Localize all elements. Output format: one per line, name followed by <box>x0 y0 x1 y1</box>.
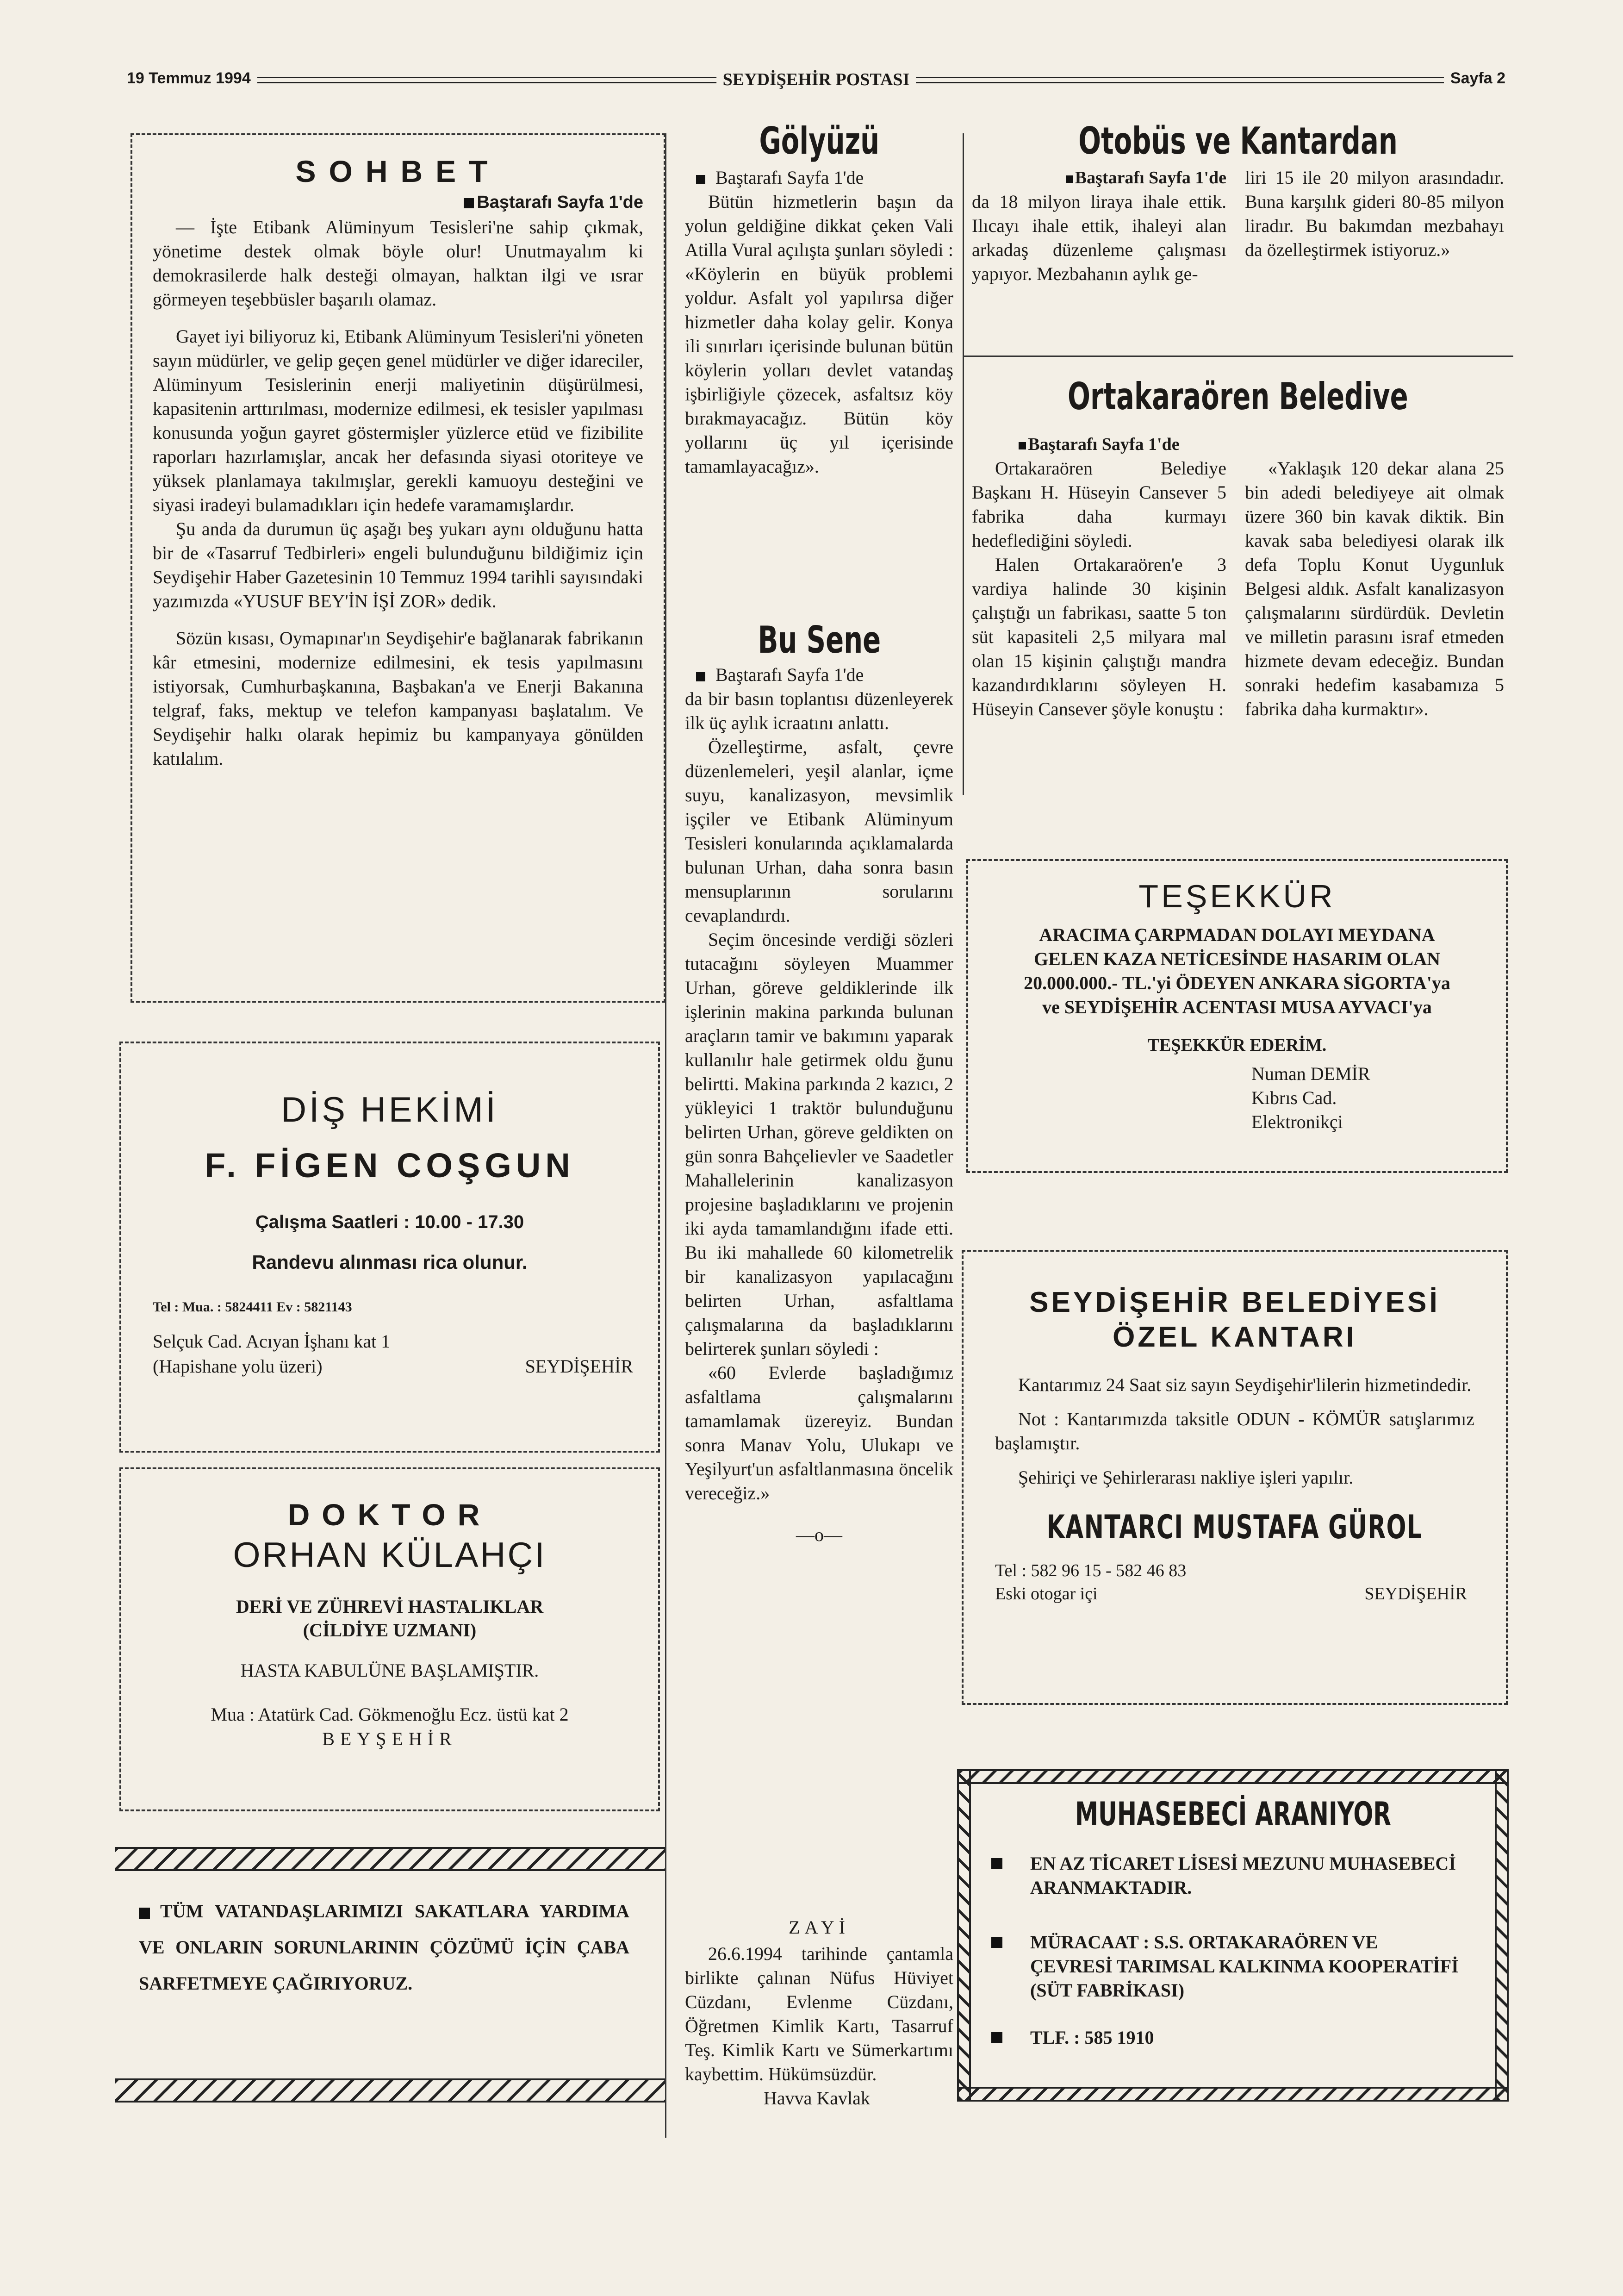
zayi-title: ZAYİ <box>789 1917 850 1938</box>
ortakaraoren-paragraph: Halen Ortakaraören'e 3 vardiya halinde 30 kişinin çalıştığı un fabrikası, saatte 5 ton süt kapasiteli 2,5 milyara mal olan 15 kişinin çalıştığı mandra kazandırdıklarını söyleyen H. Hüseyin Cansever şöyle konuştu : <box>972 554 1226 719</box>
header-date: 19 Temmuz 1994 <box>120 69 257 87</box>
dis-hekimi-city: SEYDİŞEHİR <box>525 1356 633 1377</box>
tesekkur-title: TEŞEKKÜR <box>1138 878 1336 914</box>
zayi-notice <box>685 1916 953 2110</box>
ortakaraoren-quote: «Yaklaşık 120 dekar alana 25 bin adedi belediyeye ait olmak üzere 360 bin kavak diktik. Bin kavak saba belediyesi olarak ilk defa Toplu Konut Uygunluk Belgesi aldık. Asfalt kanalizasyon çalışmalarını sürdürdük. Devletin ve milletin parasını israf etmeden hizmete devam edeceğiz. Bundan sonraki hedefim kasabamıza 5 fabrika daha kurmaktır». <box>1245 458 1504 719</box>
bullet-icon <box>991 1858 1002 1869</box>
header-paper-name: SEYDİŞEHİR POSTASI <box>716 69 916 90</box>
bullet-icon <box>696 175 705 184</box>
otobus-article <box>972 119 1504 286</box>
tesekkur-name: Numan DEMİR <box>1251 1063 1370 1084</box>
otobus-text: da 18 milyon liraya ihale ettik. Ilıcayı ihale ettik, ihaleyi alan arkadaş düzenleme çalışması yapıyor. Mezbahanın aylık ge- <box>972 191 1226 284</box>
doktor-specialty-2: (CİLDİYE UZMANI) <box>303 1620 477 1641</box>
muhasebeci-item: TLF. : 585 1910 <box>991 2026 1461 2050</box>
bullet-icon <box>696 672 705 681</box>
kantar-title: SEYDİŞEHİR BELEDİYESİ <box>1029 1286 1440 1318</box>
golyuzu-title: Gölyüzü <box>759 119 879 162</box>
otobus-continued: Baştarafı Sayfa 1'de <box>972 166 1226 190</box>
bullet-icon <box>464 198 474 208</box>
muhasebeci-ad <box>957 1769 1509 2102</box>
zayi-signature: Havva Kavlak <box>764 2088 870 2109</box>
doktor-notice: HASTA KABULÜNE BAŞLAMIŞTIR. <box>240 1660 539 1681</box>
tesekkur-thanks: TEŞEKKÜR EDERİM. <box>1147 1036 1327 1055</box>
doktor-address: Mua : Atatürk Cad. Gökmenoğlu Ecz. üstü kat 2 <box>211 1704 569 1725</box>
tesekkur-address: Kıbrıs Cad. <box>1251 1087 1337 1108</box>
dis-hekimi-hours: Çalışma Saatleri : 10.00 - 17.30 <box>255 1212 524 1232</box>
kantar-ad <box>962 1250 1508 1705</box>
otobus-text-2: liri 15 ile 20 milyon arasındadır. Buna karşılık gideri 80-85 milyon liradır. Bu bakımdan mezbahayı da özelleştirmek istiyoruz.» <box>1245 167 1504 260</box>
tesekkur-line: GELEN KAZA NETİCESİNDE HASARIM OLAN <box>1034 948 1440 969</box>
column-rule <box>665 133 666 2138</box>
column-rule <box>963 133 964 795</box>
bu-sene-article <box>685 618 953 1546</box>
bu-sene-paragraph: Seçim öncesinde verdiği sözleri tutacağını söyleyen Muammer Urhan, göreve geldiklerinde ilk işlerinin makina parkında bulunan araçların tamir ve bakımını yaparak kullanılır hale getirmek oldu ğunu belirtti. Makina parkında 2 kazıcı, 2 yükleyici 1 traktör bulunduğunu belirten Urhan, göreve geldikten on gün sonra Bahçelievler ve Saadetler Mahallelerinin kanalizasyon projesine başladıklarını ve projenin iki ayda tamamlandığını ifade etti. Bu iki mahallede 60 kilometrelik bir kanalizasyon yapılacağını belirten Urhan, asfaltlama çalışmalarına da başladıklarını belirterek şunları söyledi : <box>685 929 953 1359</box>
bu-sene-paragraph: «60 Evlerde başladığımız asfaltlama çalışmalarını tamamlamak üzereyiz. Bundan sonra Manav Yolu, Ulukapı ve Yeşilyurt'un asfaltlanmasına öncelik vereceğiz.» <box>685 1362 953 1504</box>
dis-hekimi-ad <box>119 1042 660 1453</box>
doktor-title: DOKTOR <box>287 1497 492 1532</box>
dis-hekimi-phone: Tel : Mua. : 5824411 Ev : 5821143 <box>153 1299 352 1315</box>
tesekkur-line: 20.000.000.- TL.'yi ÖDEYEN ANKARA SİGORTA'ya <box>1024 973 1450 993</box>
doktor-city: BEYŞEHİR <box>322 1728 457 1749</box>
dis-hekimi-name: F. FİGEN COŞGUN <box>205 1146 575 1185</box>
dis-hekimi-appointment: Randevu alınması rica olunur. <box>252 1251 528 1273</box>
golyuzu-continued: Baştarafı Sayfa 1'de <box>685 166 953 190</box>
bullet-icon <box>139 1908 150 1919</box>
dis-hekimi-address: Selçuk Cad. Acıyan İşhanı kat 1 (Hapishane yolu üzeri) SEYDİŞEHİR <box>153 1329 658 1379</box>
doktor-specialty: DERİ VE ZÜHREVİ HASTALIKLAR <box>236 1596 544 1617</box>
zigzag-divider <box>115 1847 665 1871</box>
bu-sene-title: Bu Sene <box>758 618 881 661</box>
appeal-notice: TÜM VATANDAŞLARIMIZI SAKATLARA YARDIMA VE ONLARIN SORUNLARININ ÇÖZÜMÜ İÇİN ÇABA SARFETMEYE ÇAĞIRIYORUZ. <box>139 1901 629 1994</box>
kantar-note: Not : Kantarımızda taksitle ODUN - KÖMÜR satışlarımız başlamıştır. <box>995 1409 1474 1454</box>
section-rule <box>963 356 1513 357</box>
kantar-city: SEYDİŞEHİR <box>1364 1584 1467 1603</box>
bullet-icon <box>991 2032 1002 2043</box>
tesekkur-notice <box>966 859 1508 1173</box>
golyuzu-article <box>685 119 953 479</box>
doktor-ad <box>119 1467 660 1811</box>
otobus-title: Otobüs ve Kantardan <box>1078 119 1398 162</box>
bullet-icon <box>1019 442 1026 449</box>
bu-sene-continued: Baştarafı Sayfa 1'de <box>685 663 953 687</box>
tesekkur-job: Elektronikçi <box>1251 1111 1343 1132</box>
muhasebeci-item: MÜRACAAT : S.S. ORTAKARAÖREN VE ÇEVRESİ TARIMSAL KALKINMA KOOPERATİFİ (SÜT FABRİKASI) <box>991 1930 1461 2003</box>
bu-sene-paragraph: Özelleştirme, asfalt, çevre düzenlemeleri, yeşil alanlar, içme suyu, kanalizasyon, mevsimlik işçiler ve Etibank Alüminyum Tesisleri konularında açıklamalarda bulunan Urhan, daha sonra basın mensuplarının sorularını cevaplandırdı. <box>685 736 953 926</box>
ortakaraoren-article <box>972 375 1504 721</box>
kantar-phone: Tel : 582 96 15 - 582 46 83 <box>995 1561 1187 1580</box>
sohbet-paragraph: Sözün kısası, Oymapınar'ın Seydişehir'e bağlanarak fabrikanın kâr etmesini, modernize edilmesini, ek tesis yapılmasını istiyorsak, Cumhurbaşkanına, Başbakan'a ve Enerji Bakanına telgraf, faks, mektup ve telefon kampanyası başlatalım. Ve Seydişehir halkı olarak hepimiz bu kampanyaya gönülden katılalım. <box>153 628 643 769</box>
header-page-number: Sayfa 2 <box>1444 69 1512 87</box>
dis-hekimi-title: DİŞ HEKİMİ <box>281 1090 498 1129</box>
ortakaraoren-paragraph: Ortakaraören Belediye Başkanı H. Hüseyin Cansever 5 fabrika daha kurmayı hedeflediğini söyledi. <box>972 458 1226 551</box>
doktor-name: ORHAN KÜLAHÇI <box>233 1535 547 1575</box>
zigzag-divider <box>115 2078 665 2103</box>
muhasebeci-title: MUHASEBECİ ARANIYOR <box>1075 1795 1391 1833</box>
muhasebeci-border <box>959 1771 971 2100</box>
sohbet-paragraph: — İşte Etibank Alüminyum Tesisleri'ne sahip çıkmak, yönetime destek olmak böyle olur! Unutmayalım ki demokrasilerde halk desteği olmayan, halktan ilgi ve ısrar görmeyen teşebbüsler başarılı olamaz. <box>153 217 643 310</box>
kantar-subtitle: ÖZEL KANTARI <box>1113 1321 1357 1353</box>
golyuzu-paragraph: Bütün hizmetlerin başın da yolun geldiğine dikkat çeken Vali Atilla Vural açılışta şunları söyledi : «Köylerin en büyük problemi yoldur. Asfalt yol yapılırsa diğer hizmetler daha kolay gelir. Konya ili sınırları içerisinde bulunan bütün köylerin yolları devlet vatandaş işbirliğiyle çözecek, asfaltsız köy bırakmayacağız. Bütün köy yollarını üç yıl içerisinde tamamlayacağız». <box>685 191 953 477</box>
muhasebeci-item: EN AZ TİCARET LİSESİ MEZUNU MUHASEBECİ ARANMAKTADIR. <box>991 1852 1461 1900</box>
bu-sene-paragraph: da bir basın toplantısı düzenleyerek ilk üç aylık icraatını anlattı. <box>685 688 953 733</box>
bullet-icon <box>991 1937 1002 1948</box>
muhasebeci-border <box>959 2087 1507 2100</box>
kantar-service: Şehiriçi ve Şehirlerarası nakliye işleri yapılır. <box>1018 1467 1354 1488</box>
sohbet-continued: Baştarafı Sayfa 1'de <box>153 193 643 212</box>
ortakaraoren-continued: Baştarafı Sayfa 1'de <box>972 432 1226 456</box>
ortakaraoren-title: Ortakaraören Beledive <box>1068 375 1408 418</box>
sohbet-title: SOHBET <box>295 154 501 188</box>
kantar-text: Kantarımız 24 Saat siz sayın Seydişehir'lilerin hizmetindedir. <box>1018 1374 1472 1395</box>
muhasebeci-border <box>1495 1771 1507 2100</box>
zayi-text: 26.6.1994 tarihinde çantamla birlikte çalınan Nüfus Hüviyet Cüzdanı, Evlenme Cüzdanı, Öğretmen Kimlik Kartı, Tasarruf Teş. Kimlik Kartı ve Sümerkartımı kaybettim. Hükümsüzdür. <box>685 1943 953 2084</box>
tesekkur-line: ARACIMA ÇARPMADAN DOLAYI MEYDANA <box>1039 924 1435 945</box>
tesekkur-line: ve SEYDİŞEHİR ACENTASI MUSA AYVACI'ya <box>1042 997 1432 1017</box>
kantar-address: Eski otogar içi <box>995 1584 1098 1603</box>
page-header <box>120 65 1512 97</box>
bullet-icon <box>1066 175 1073 183</box>
kantar-owner: KANTARCI MUSTAFA GÜROL <box>1047 1508 1423 1546</box>
sohbet-box <box>131 133 665 1003</box>
muhasebeci-border <box>959 1771 1507 1784</box>
separator: —o— <box>796 1524 842 1545</box>
sohbet-paragraph: Şu anda da durumun üç aşağı beş yukarı aynı olduğunu hatta bir de «Tasarruf Tedbirleri» engeli bulunduğunu bildiğimiz için Seydişehir Haber Gazetesinin 10 Temmuz 1994 tarihli sayısındaki yazımızda «YUSUF BEY'İN İŞİ ZOR» dedik. <box>153 518 643 611</box>
sohbet-paragraph: Gayet iyi biliyoruz ki, Etibank Alüminyum Tesisleri'ni yöneten sayın müdürler, ve gelip geçen genel müdürler ve diğer idareciler, Alüminyum Tesislerinin enerji maliyetinin düşürülmesi, kapasitenin arttırılması, modernize edilmesi, ek tesisler yapılması konusunda yoğun gayret göstermişler yüzlerce etüd ve fizibilite raporları hazırlamışlar, ancak her defasında siyasi otoriteye ve yüksek planlamaya takılmışlar, gerekli kamuoyu desteğini ve siyasi iradeyi bulamadıkları için hedefe varamamışlardır. <box>153 326 643 515</box>
